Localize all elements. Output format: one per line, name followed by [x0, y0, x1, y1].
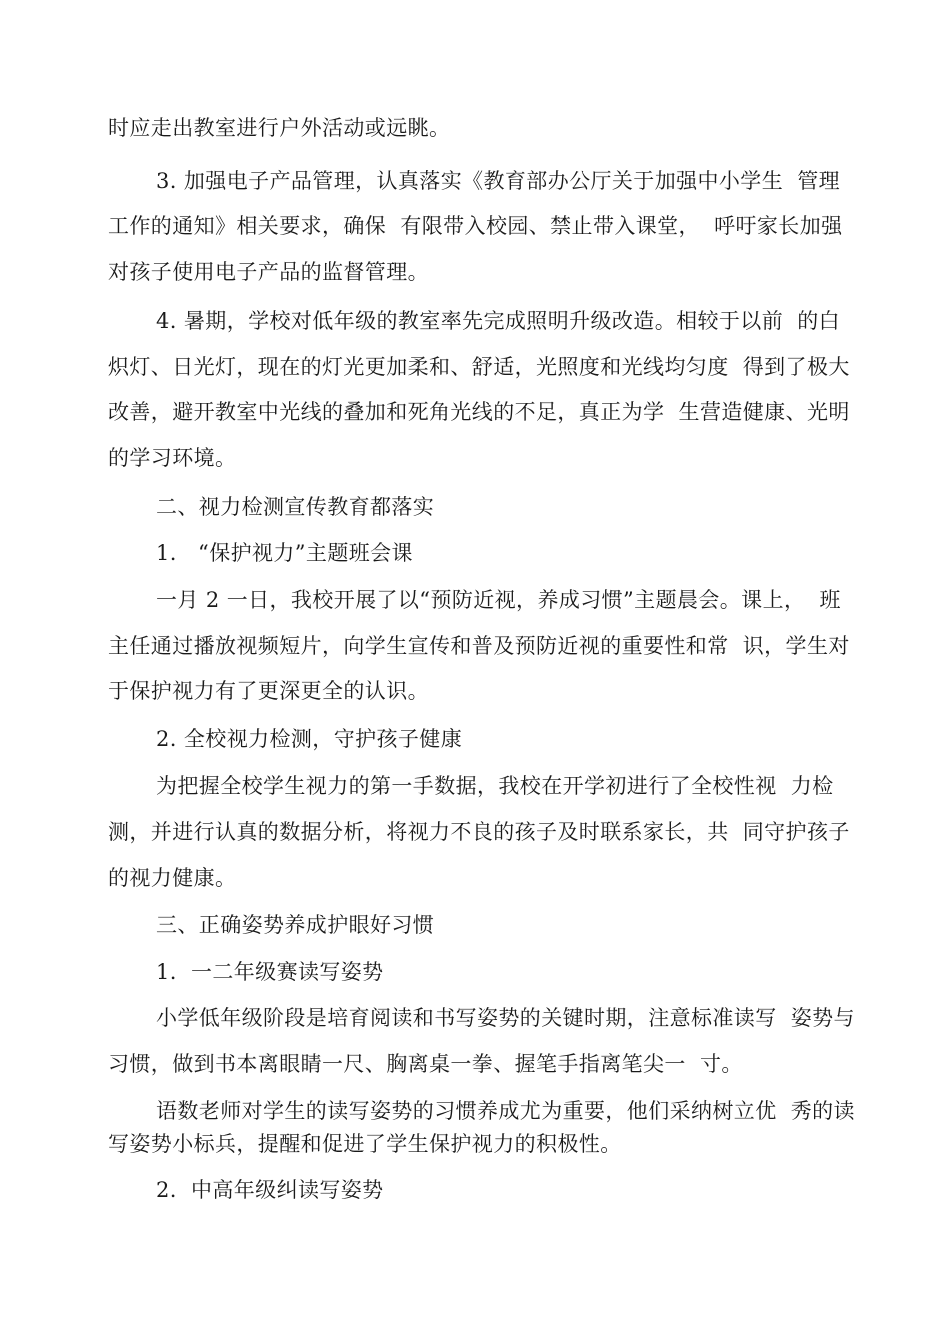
paragraph-line: 一月 2 一日，我校开展了以“预防近视，养成习惯”主题晨会。课上， 班 — [156, 588, 841, 612]
paragraph-line: 3. 加强电子产品管理，认真落实《教育部办公厅关于加强中小学生 管理 — [156, 169, 841, 193]
subsection-heading: 1. 一二年级赛读写姿势 — [156, 960, 384, 984]
paragraph-line: 的视力健康。 — [108, 866, 237, 890]
paragraph-line: 改善，避开教室中光线的叠加和死角光线的不足，真正为学 生营造健康、光明 — [108, 400, 850, 424]
paragraph-line: 对孩子使用电子产品的监督管理。 — [108, 260, 429, 284]
paragraph-line: 4. 暑期，学校对低年级的教室率先完成照明升级改造。相较于以前 的白 — [156, 309, 841, 333]
paragraph-line: 习惯，做到书本离眼睛一尺、胸离桌一拳、握笔手指离笔尖一 寸。 — [108, 1052, 743, 1076]
paragraph-line: 语数老师对学生的读写姿势的习惯养成尤为重要，他们采纳树立优 秀的读 — [156, 1099, 855, 1123]
paragraph-line: 于保护视力有了更深更全的认识。 — [108, 679, 429, 703]
paragraph-line: 工作的通知》相关要求，确保 有限带入校园、禁止带入课堂， 呼吁家长加强 — [108, 214, 843, 238]
subsection-heading: 2. 全校视力检测，守护孩子健康 — [156, 727, 463, 751]
section-heading: 二、视力检测宣传教育都落实 — [156, 495, 435, 519]
paragraph-line: 的学习环境。 — [108, 446, 237, 470]
subsection-heading: 1. “保护视力”主题班会课 — [156, 541, 413, 565]
subsection-heading: 2. 中高年级纠读写姿势 — [156, 1178, 384, 1202]
paragraph-line: 测，并进行认真的数据分析，将视力不良的孩子及时联系家长，共 同守护孩子 — [108, 820, 850, 844]
section-heading: 三、正确姿势养成护眼好习惯 — [156, 913, 435, 937]
paragraph-line: 为把握全校学生视力的第一手数据，我校在开学初进行了全校性视 力检 — [156, 774, 834, 798]
paragraph-line: 写姿势小标兵，提醒和促进了学生保护视力的积极性。 — [108, 1132, 622, 1156]
paragraph-line: 炽灯、日光灯，现在的灯光更加柔和、舒适，光照度和光线均匀度 得到了极大 — [108, 355, 850, 379]
paragraph-line: 小学低年级阶段是培育阅读和书写姿势的关键时期，注意标准读写 姿势与 — [156, 1006, 855, 1030]
paragraph-line: 主任通过播放视频短片，向学生宣传和普及预防近视的重要性和常 识，学生对 — [108, 634, 850, 658]
paragraph-line: 时应走出教室进行户外活动或远眺。 — [108, 116, 451, 140]
